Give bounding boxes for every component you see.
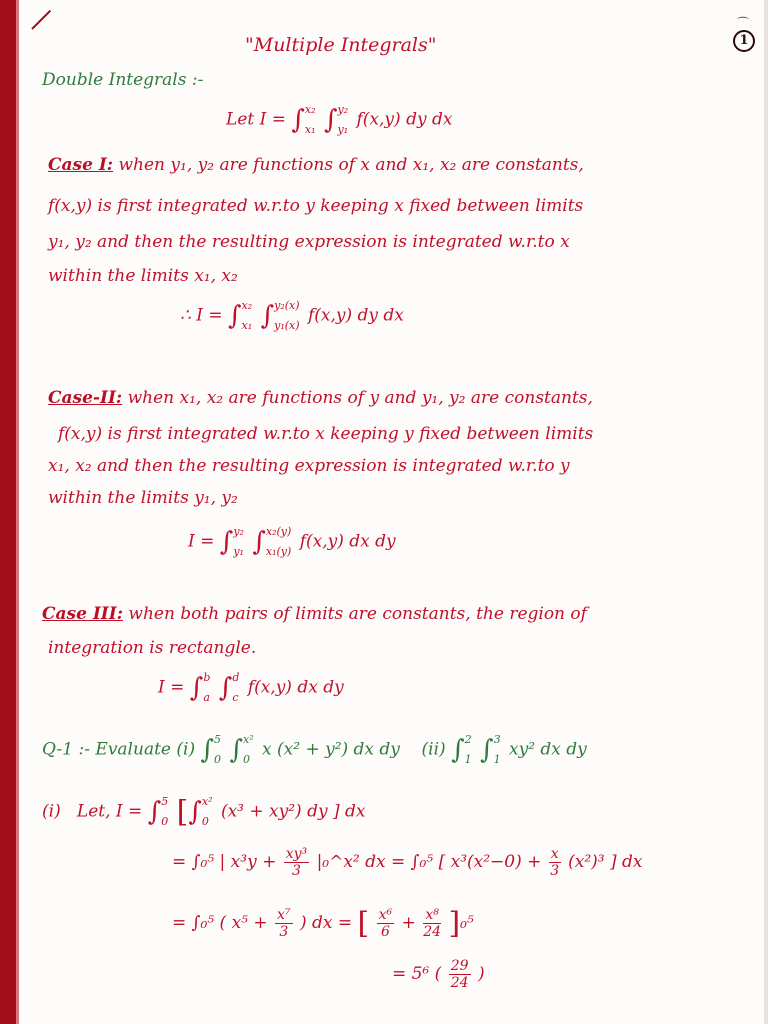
case3-formula bbox=[158, 668, 344, 708]
integral-sign: ∫ bbox=[189, 673, 204, 703]
step-text: = ∫₀⁵ | x³y + bbox=[172, 852, 277, 872]
page-margin-line bbox=[0, 0, 16, 1024]
lower-limit: 1 bbox=[493, 753, 501, 766]
lower-limit: y₁ bbox=[233, 545, 244, 558]
integrand: x (x² + y²) dx dy bbox=[262, 739, 400, 760]
inner-limits bbox=[494, 730, 501, 770]
inner-limits bbox=[232, 668, 239, 708]
lower-limit: x₁ bbox=[241, 319, 253, 332]
upper-limit: d bbox=[232, 671, 240, 684]
page-edge bbox=[764, 0, 768, 1024]
lower-limit: x₁ bbox=[304, 123, 316, 136]
integrand: f(x,y) dy dx bbox=[307, 305, 404, 326]
question-text: Evaluate bbox=[95, 739, 171, 760]
fraction bbox=[377, 907, 395, 940]
solution-step-3: = ∫₀⁵ ( x⁵ + $\frac{\text{x⁷}}{3}$ ) dx = [ $\frac{\text{x⁶}}{6}$ + $\frac{\text{x⁸}}{24}$ ]₀⁵ bbox=[172, 906, 474, 941]
fraction bbox=[275, 907, 293, 940]
upper-limit: x₂(y) bbox=[265, 525, 292, 538]
page-number-mark: ⌒ bbox=[737, 16, 750, 30]
upper-limit: x₂ bbox=[241, 299, 253, 312]
integrand: f(x,y) dy dx bbox=[356, 109, 453, 130]
denominator: 3 bbox=[291, 863, 301, 879]
solution-step-1 bbox=[42, 792, 365, 832]
lower-limit: y₁ bbox=[337, 123, 349, 136]
numerator: x⁷ bbox=[277, 907, 291, 923]
denominator: 24 bbox=[450, 975, 469, 991]
numerator: 29 bbox=[450, 958, 469, 974]
upper-limit: 5 bbox=[214, 733, 222, 746]
step-text: ) bbox=[477, 964, 485, 984]
lower-limit: 0 bbox=[201, 815, 209, 828]
outer-limits bbox=[305, 100, 316, 140]
formula-prefix: ∴ I = bbox=[180, 305, 223, 326]
upper-limit: x₂ bbox=[304, 103, 316, 116]
numerator: x bbox=[550, 846, 559, 862]
upper-limit: x² bbox=[242, 733, 254, 746]
inner-limits bbox=[202, 792, 213, 832]
section-heading: Double Integrals :- bbox=[42, 70, 204, 90]
outer-limits bbox=[233, 522, 244, 562]
open-bracket: [ bbox=[176, 794, 189, 830]
case2-formula bbox=[188, 522, 396, 562]
case1-line-4: within the limits x₁, x₂ bbox=[48, 266, 238, 286]
integral-sign: ∫ bbox=[219, 527, 234, 557]
step-text: |₀^x² dx = ∫₀⁵ [ x³(x²−0) + bbox=[316, 852, 542, 872]
lower-limit: 0 bbox=[242, 753, 250, 766]
step-text: = 5⁶ ( bbox=[392, 964, 442, 984]
outer-limits bbox=[203, 668, 210, 708]
part-ii-label: (ii) bbox=[421, 739, 446, 760]
denominator: 3 bbox=[279, 924, 289, 940]
inner-limits bbox=[337, 100, 348, 140]
integrand: f(x,y) dx dy bbox=[247, 677, 344, 698]
case3-line-2: integration is rectangle. bbox=[48, 638, 257, 658]
definition-prefix: Let I = bbox=[226, 109, 286, 130]
integral-sign: ∫ bbox=[480, 735, 494, 765]
case2-line-1 bbox=[48, 388, 593, 408]
inner-limits bbox=[266, 522, 291, 562]
integral-sign: ∫ bbox=[147, 797, 162, 827]
formula-prefix: I = bbox=[188, 531, 215, 552]
lower-limit: 1 bbox=[464, 753, 472, 766]
page-number: 1 bbox=[733, 30, 755, 52]
inner-limits bbox=[243, 730, 254, 770]
numerator: x⁶ bbox=[378, 907, 393, 923]
close-bracket: ] bbox=[448, 906, 461, 941]
solution-prefix: Let, I = bbox=[76, 801, 143, 822]
denominator: 24 bbox=[423, 924, 442, 940]
case1-label: Case I: bbox=[48, 155, 114, 175]
numerator: x⁸ bbox=[423, 907, 441, 924]
question-1 bbox=[42, 730, 587, 770]
question-label: Q-1 :- bbox=[42, 739, 90, 760]
case1-formula bbox=[180, 296, 404, 336]
fraction bbox=[549, 846, 561, 879]
numerator: xy³ bbox=[285, 846, 308, 862]
integral-sign: ∫ bbox=[260, 301, 275, 331]
outer-limits bbox=[214, 730, 221, 770]
case1-line-1 bbox=[48, 155, 584, 175]
lower-limit: c bbox=[232, 691, 239, 704]
outer-limits bbox=[161, 792, 168, 832]
case2-label: Case-II: bbox=[48, 388, 123, 408]
outer-limits bbox=[465, 730, 472, 770]
case2-line-4: within the limits y₁, y₂ bbox=[48, 488, 238, 508]
evaluation-limits: ₀⁵ bbox=[460, 913, 474, 933]
upper-limit: x² bbox=[201, 795, 213, 808]
upper-limit: 5 bbox=[161, 795, 169, 808]
case1-line-2: f(x,y) is first integrated w.r.to y keeping x fixed between limits bbox=[48, 196, 584, 216]
solution-label: (i) bbox=[42, 801, 61, 822]
integral-sign: ∫ bbox=[252, 527, 266, 557]
integral-sign: ∫ bbox=[188, 797, 202, 827]
lower-limit: 0 bbox=[161, 815, 169, 828]
integral-sign: ∫ bbox=[228, 301, 242, 331]
step-text: = ∫₀⁵ ( x⁵ + bbox=[172, 913, 268, 933]
upper-limit: y₂ bbox=[337, 103, 349, 116]
case3-line-1 bbox=[42, 604, 587, 624]
solution-step-4 bbox=[392, 958, 485, 991]
step-text: (x²)³ ] dx bbox=[568, 852, 643, 872]
solution-body: (x³ + xy²) dy ] dx bbox=[220, 801, 366, 822]
inner-limits bbox=[274, 296, 299, 336]
case1-line-3: y₁, y₂ and then the resulting expression is integrated w.r.to x bbox=[48, 232, 570, 252]
fraction bbox=[449, 958, 471, 991]
denominator: 6 bbox=[380, 924, 390, 940]
part-i-label: (i) bbox=[176, 739, 196, 760]
page-margin-line-accent bbox=[16, 0, 19, 1024]
integral-sign: ∫ bbox=[451, 735, 465, 765]
fraction bbox=[423, 907, 441, 940]
integral-sign: ∫ bbox=[291, 105, 305, 135]
upper-limit: 3 bbox=[493, 733, 501, 746]
integrand: xy² dx dy bbox=[509, 739, 587, 760]
page-title: "Multiple Integrals" bbox=[245, 34, 437, 56]
case2-line-3: x₁, x₂ and then the resulting expression is integrated w.r.to y bbox=[48, 456, 570, 476]
integral-sign: ∫ bbox=[229, 735, 243, 765]
lower-limit: y₁(x) bbox=[274, 319, 300, 332]
solution-step-2 bbox=[172, 846, 643, 879]
integral-sign: ∫ bbox=[218, 673, 233, 703]
upper-limit: y₂ bbox=[233, 525, 244, 538]
integrand: f(x,y) dx dy bbox=[299, 531, 396, 552]
integral-sign: ∫ bbox=[323, 105, 338, 135]
case2-line-2: f(x,y) is first integrated w.r.to x keeping y fixed between limits bbox=[58, 424, 594, 444]
case2-text: when x₁, x₂ are functions of y and y₁, y₂ are constants, bbox=[127, 388, 593, 408]
lower-limit: x₁(y) bbox=[265, 545, 292, 558]
lower-limit: a bbox=[203, 691, 210, 704]
pen-mark bbox=[31, 10, 51, 30]
open-bracket: [ bbox=[357, 906, 370, 941]
outer-limits bbox=[242, 296, 253, 336]
integral-sign: ∫ bbox=[200, 735, 215, 765]
step-text: ) dx = bbox=[299, 913, 353, 933]
definition-formula bbox=[226, 100, 452, 140]
case3-label: Case III: bbox=[42, 604, 123, 624]
case1-text: when y₁, y₂ are functions of x and x₁, x₂ are constants, bbox=[118, 155, 584, 175]
fraction bbox=[284, 846, 309, 879]
upper-limit: y₂(x) bbox=[274, 299, 300, 312]
denominator: 3 bbox=[550, 863, 560, 879]
formula-prefix: I = bbox=[158, 677, 185, 698]
case3-text: when both pairs of limits are constants, the region of bbox=[128, 604, 587, 624]
upper-limit: b bbox=[203, 671, 211, 684]
lower-limit: 0 bbox=[214, 753, 222, 766]
upper-limit: 2 bbox=[464, 733, 472, 746]
